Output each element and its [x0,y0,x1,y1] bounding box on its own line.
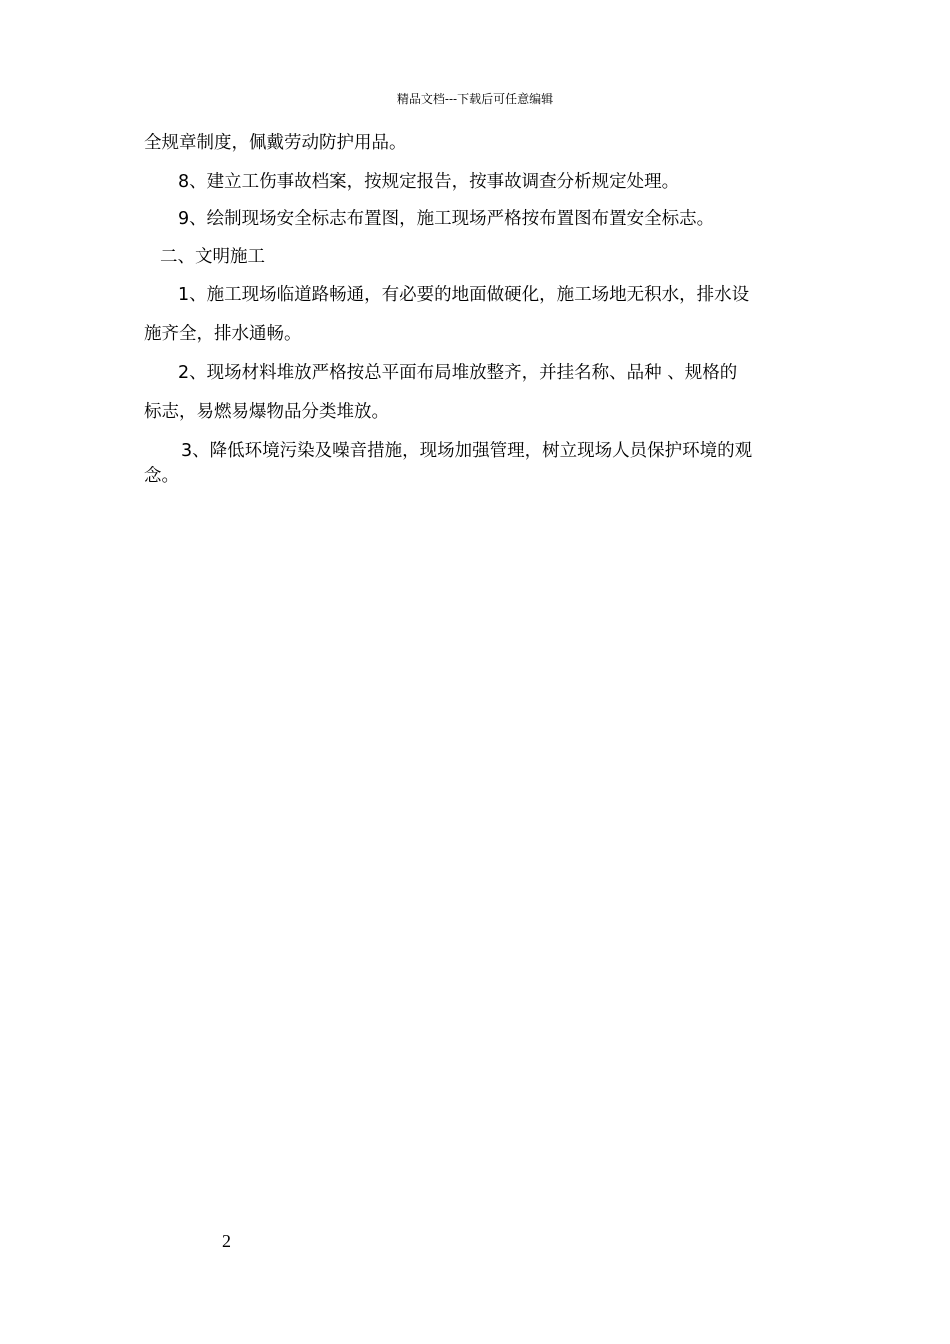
paragraph-line: 1、施工现场临道路畅通，有必要的地面做硬化，施工场地无积水，排水设 [178,285,750,305]
page-header: 精品文档---下载后可任意编辑 [396,92,554,106]
paragraph-line: 9、绘制现场安全标志布置图，施工现场严格按布置图布置安全标志。 [178,209,715,229]
paragraph-line: 8、建立工伤事故档案，按规定报告，按事故调查分析规定处理。 [178,172,680,192]
paragraph-line: 3、降低环境污染及噪音措施，现场加强管理，树立现场人员保护环境的观 [181,441,753,461]
paragraph-line: 施齐全，排水通畅。 [144,324,302,344]
section-heading: 二、文明施工 [160,247,265,267]
paragraph-line: 全规章制度，佩戴劳动防护用品。 [144,133,407,153]
paragraph-line: 念。 [144,466,179,486]
page-number: 2 [222,1231,231,1251]
paragraph-line: 标志，易燃易爆物品分类堆放。 [144,402,389,422]
paragraph-line: 2、现场材料堆放严格按总平面布局堆放整齐，并挂名称、品种 、规格的 [178,363,738,383]
